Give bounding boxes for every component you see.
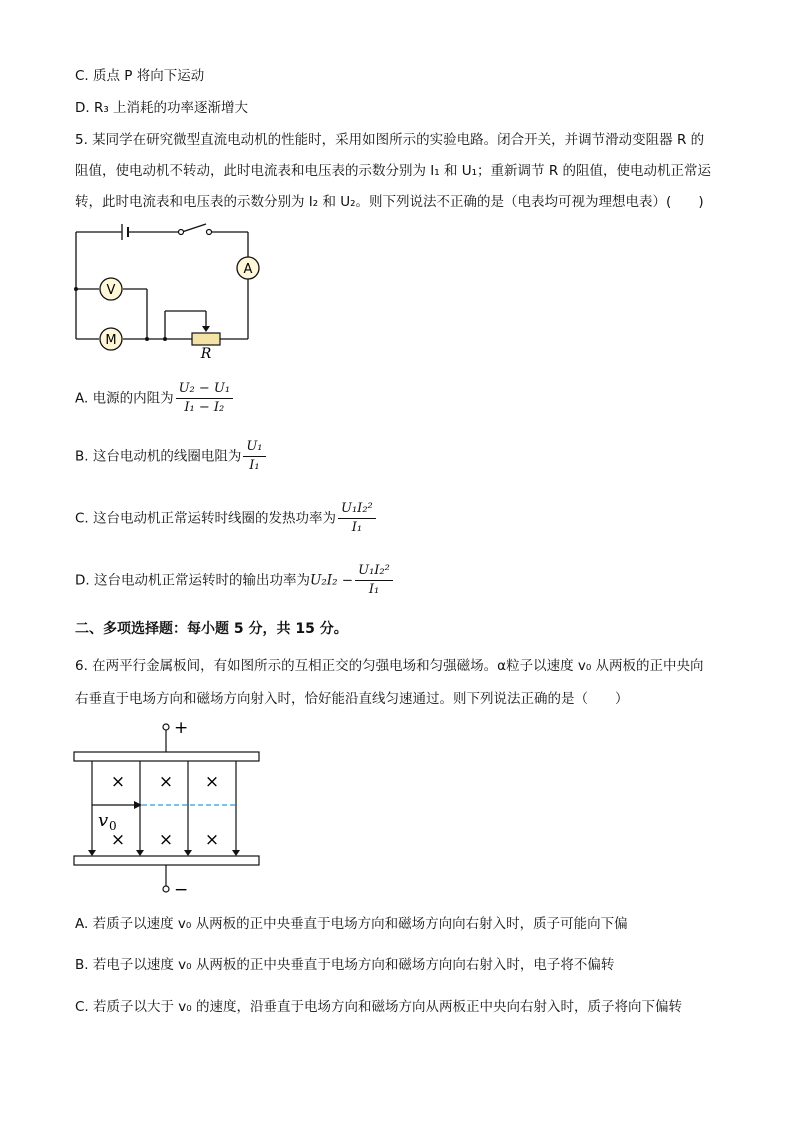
q5-stem-line2: 阻值，使电动机不转动，此时电流表和电压表的示数分别为 I₁ 和 U₁；重新调节 R 的阻值，使电动机正常运 xyxy=(75,163,712,179)
q5-option-b-fraction xyxy=(243,438,265,475)
negative-terminal xyxy=(163,886,169,892)
magnetic-field-cross: × xyxy=(158,772,174,792)
q5-option-c-fraction xyxy=(338,500,376,537)
q5-option-d-numerator: U₁I₂² xyxy=(355,562,393,581)
q5-option-d xyxy=(75,562,395,599)
q6-stem-line2: 右垂直于电场方向和磁场方向射入时，恰好能沿直线匀速通过。则下列说法正确的是（ ） xyxy=(75,691,629,707)
q6-option-c: C. 若质子以大于 v₀ 的速度，沿垂直于电场方向和磁场方向从两板正中央向右射入时，质子将向下偏转 xyxy=(75,999,682,1015)
q4-option-c: C. 质点 P 将向下运动 xyxy=(75,68,205,84)
magnetic-field-cross: × xyxy=(204,830,220,850)
slider-arrow xyxy=(202,326,210,332)
q5-option-a xyxy=(75,380,235,417)
top-plate xyxy=(74,752,259,761)
q5-option-c-text: C. 这台电动机正常运转时线圈的发热功率为 xyxy=(75,510,337,527)
q6-option-b: B. 若电子以速度 v₀ 从两板的正中央垂直于电场方向和磁场方向向右射入时，电子将不偏转 xyxy=(75,957,615,973)
minus-sign: − xyxy=(174,880,189,898)
q5-circuit-diagram xyxy=(70,218,270,363)
q5-option-c xyxy=(75,500,378,537)
magnetic-field-cross: × xyxy=(204,772,220,792)
rheostat-label: R xyxy=(200,346,212,362)
velocity-label-subscript: 0 xyxy=(109,819,117,833)
q5-option-c-numerator: U₁I₂² xyxy=(338,500,376,519)
voltmeter-label: V xyxy=(106,283,116,298)
q4-option-d: D. R₃ 上消耗的功率逐渐增大 xyxy=(75,100,249,116)
magnetic-field-cross: × xyxy=(110,830,126,850)
velocity-arrow xyxy=(134,801,142,809)
q6-stem-line1: 6. 在两平行金属板间，有如图所示的互相正交的匀强电场和匀强磁场。α粒子以速度 v₀ 从两板的正中央向 xyxy=(75,658,704,674)
bottom-plate xyxy=(74,856,259,865)
velocity-label: v xyxy=(98,810,109,831)
q5-option-d-prefix: U₂I₂ − xyxy=(309,572,354,589)
magnetic-field-cross: × xyxy=(110,772,126,792)
q5-option-b xyxy=(75,438,268,475)
q5-option-a-denominator: I₁ − I₂ xyxy=(184,400,225,415)
q5-option-c-denominator: I₁ xyxy=(351,520,363,535)
positive-terminal xyxy=(163,724,169,730)
rheostat xyxy=(192,333,220,345)
q5-option-d-fraction xyxy=(355,562,393,599)
q5-option-a-text: A. 电源的内阻为 xyxy=(75,390,174,407)
q6-option-a: A. 若质子以速度 v₀ 从两板的正中央垂直于电场方向和磁场方向向右射入时，质子可能向下偏 xyxy=(75,916,628,932)
q5-option-b-denominator: I₁ xyxy=(249,458,260,473)
q5-stem-line3: 转，此时电流表和电压表的示数分别为 I₂ 和 U₂。则下列说法不正确的是（电表均可视为理想电表）( ) xyxy=(75,194,704,210)
q5-option-b-numerator: U₁ xyxy=(243,438,265,457)
ammeter-label: A xyxy=(243,262,253,277)
plus-sign: + xyxy=(174,718,189,738)
q6-plates-diagram xyxy=(70,716,270,898)
motor-label: M xyxy=(105,333,117,348)
q5-option-a-fraction xyxy=(176,380,234,417)
magnetic-field-cross: × xyxy=(158,830,174,850)
q5-option-a-numerator: U₂ − U₁ xyxy=(176,380,234,399)
section-title-multiple-choice: 二、多项选择题：每小题 5 分，共 15 分。 xyxy=(75,621,348,637)
q5-stem-line1: 5. 某同学在研究微型直流电动机的性能时，采用如图所示的实验电路。闭合开关，并调节滑动变阻器 R 的 xyxy=(75,132,705,148)
switch-blade xyxy=(182,224,206,232)
q5-option-b-text: B. 这台电动机的线圈电阻为 xyxy=(75,448,242,465)
q5-option-d-text: D. 这台电动机正常运转时的输出功率为 xyxy=(75,572,310,589)
q5-option-d-denominator: I₁ xyxy=(368,582,380,597)
